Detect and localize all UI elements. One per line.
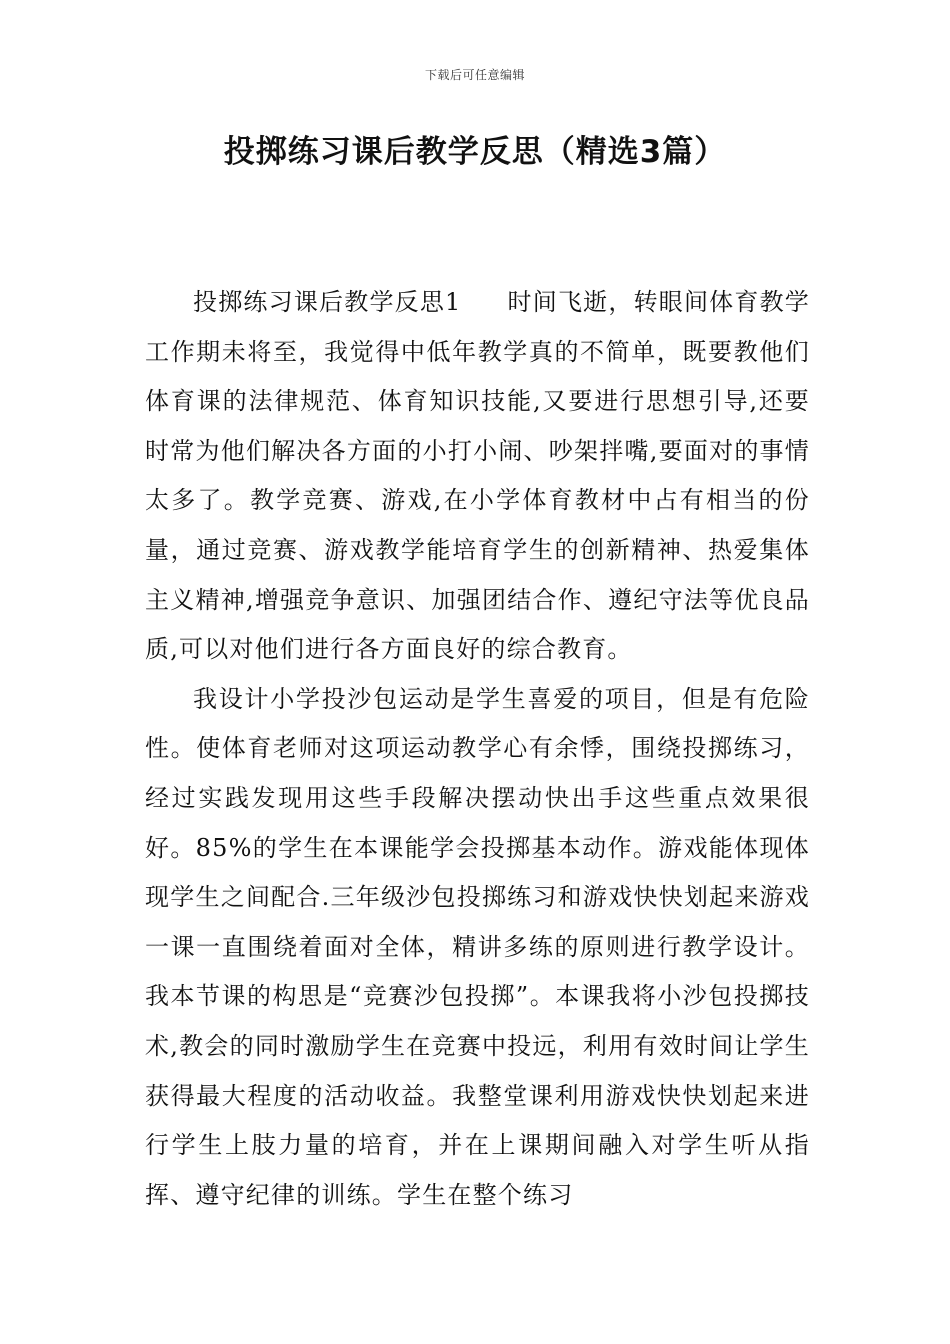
paragraph-2: 我设计小学投沙包运动是学生喜爱的项目，但是有危险性。使体育老师对这项运动教学心有余悸，围绕投掷练习，经过实践发现用这些手段解决摆动快出手这些重点效果很好。85%的学生在本课能学会投掷基本动作。游戏能体现体现学生之间配合.三年级沙包投掷练习和游戏快快划起来游戏一课一直围绕着面对全体，精讲多练的原则进行教学设计。我本节课的构思是“竞赛沙包投掷”。本课我将小沙包投掷技术,教会的同时激励学生在竞赛中投远，利用有效时间让学生获得最大程度的活动收益。我整堂课利用游戏快快划起来进行学生上肢力量的培育，并在上课期间融入对学生听从指挥、遵守纪律的训练。学生在整个练习: [145, 684, 810, 1209]
paragraph-1-text: 时间飞逝，转眼间体育教学工作期未将至，我觉得中低年教学真的不简单，既要教他们体育课的法律规范、体育知识技能,又要进行思想引导,还要时常为他们解决各方面的小打小闹、吵架拌嘴,要面对的事情太多了。教学竞赛、游戏,在小学体育教材中占有相当的份量，通过竞赛、游戏教学能培育学生的创新精神、热爱集体主义精神,增强竞争意识、加强团结合作、遵纪守法等优良品质,可以对他们进行各方面良好的综合教育。: [145, 288, 810, 664]
paragraph-1: [145, 278, 810, 675]
document-body: [145, 278, 810, 1220]
section-heading: 投掷练习课后教学反思1: [193, 288, 462, 316]
document-title: 投掷练习课后教学反思（精选3篇）: [223, 134, 727, 170]
header-note: 下载后可任意编辑: [424, 68, 525, 82]
